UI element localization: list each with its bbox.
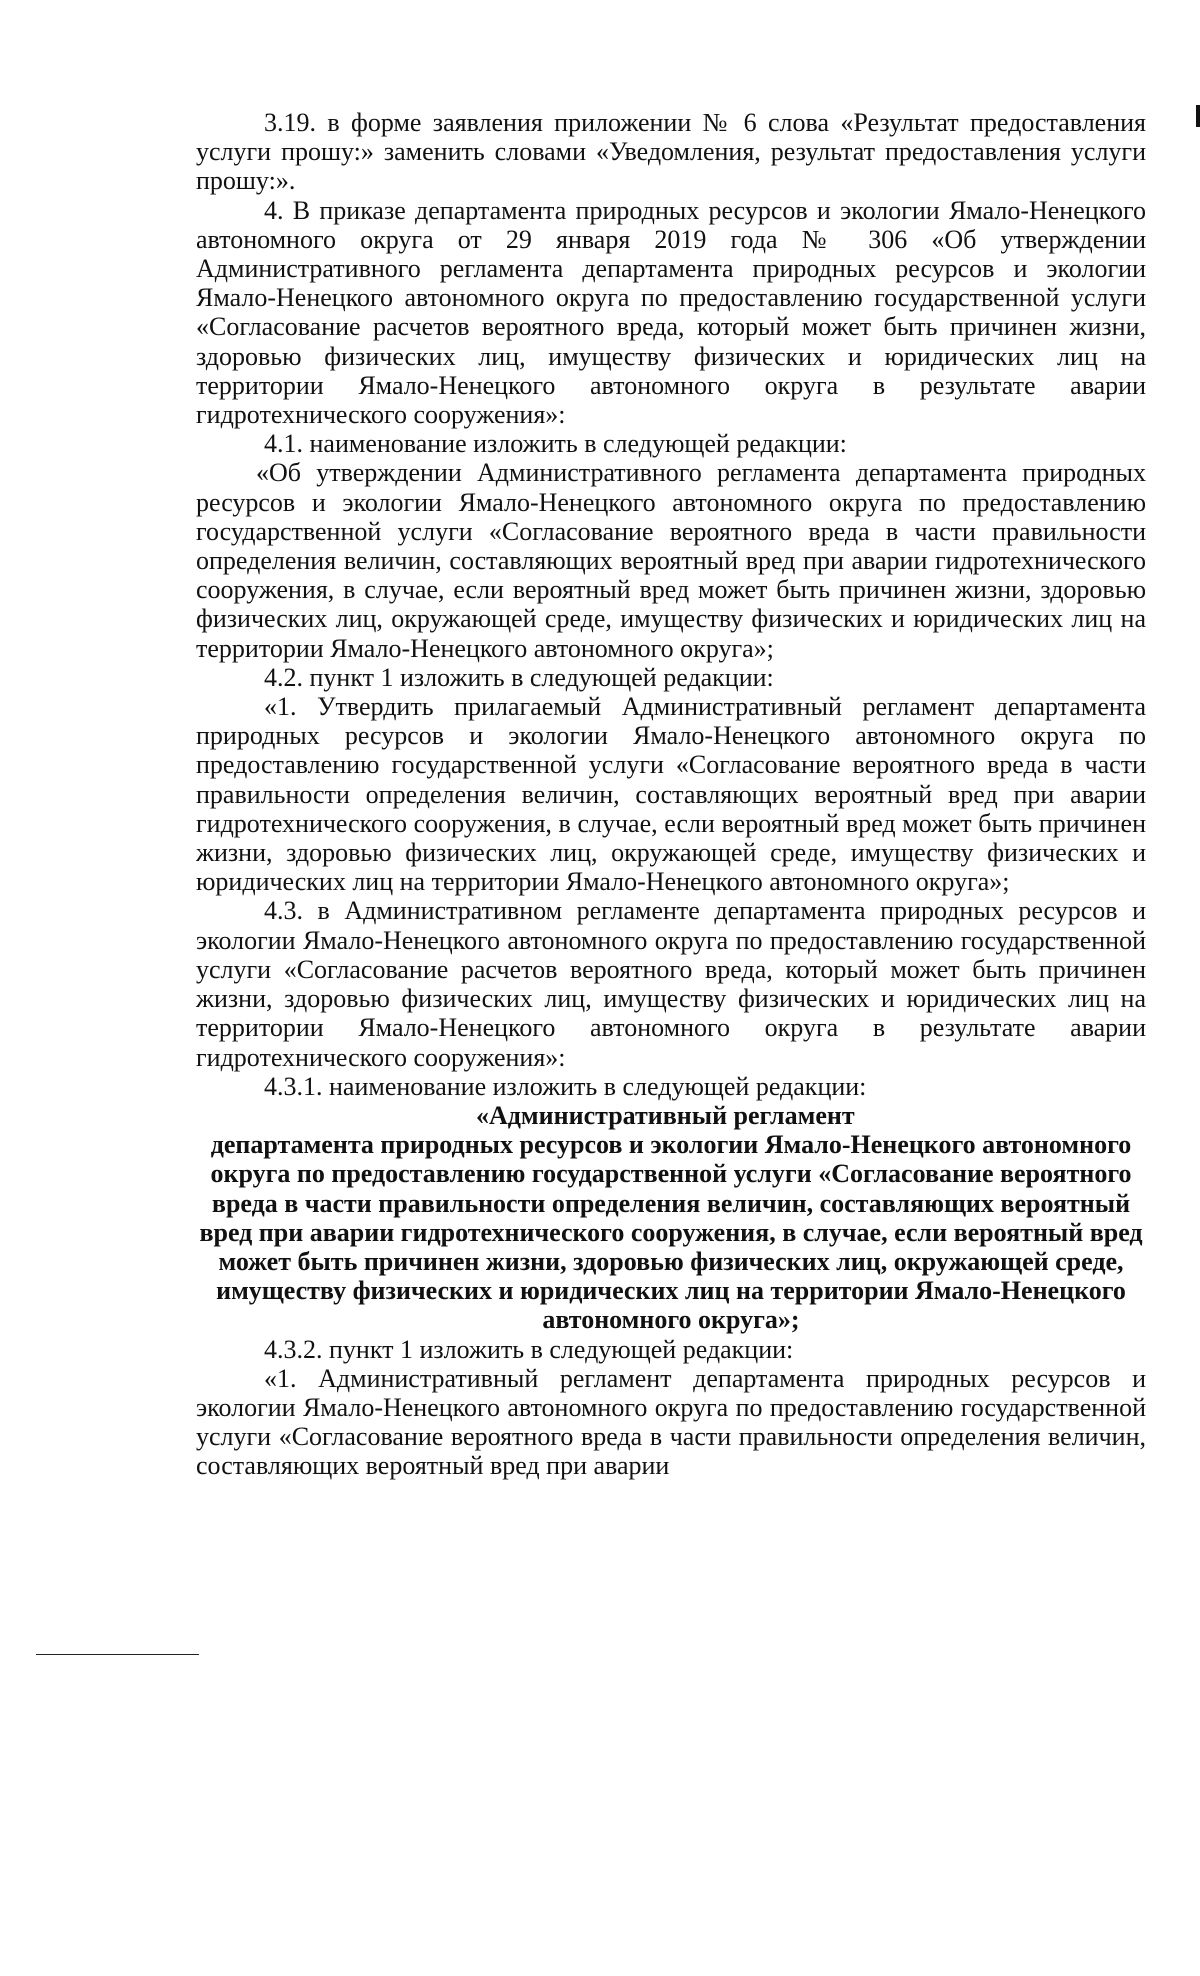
regulation-title bbox=[196, 1101, 1146, 1335]
regulation-title-rest: департамента природных ресурсов и экологии Ямало-Ненецкого автономного округа по предоставлению государственной услуги «Согласование вероятного вреда в части правильности определения величин, составляющих вероятный вред при аварии гидротехнического сооружения, в случае, если вероятный вред может быть причинен жизни, здоровью физических лиц, окружающей среде, имуществу физических и юридических лиц на территории Ямало-Ненецкого автономного округа»; bbox=[199, 1130, 1143, 1335]
paragraph-4-2-quote: «1. Утвердить прилагаемый Административный регламент департамента природных ресурсов и экологии Ямало-Ненецкого автономного округа по предоставлению государственной услуги «Согласование вероятного вреда в части правильности определения величин, составляющих вероятный вред при аварии гидротехнического сооружения, в случае, если вероятный вред может быть причинен жизни, здоровью физических лиц, окружающей среде, имуществу физических и юридических лиц на территории Ямало-Ненецкого автономного округа»; bbox=[196, 692, 1146, 897]
paragraph-3-19: 3.19. в форме заявления приложении № 6 слова «Результат предоставления услуги прошу:» заменить словами «Уведомления, результат предоставления услуги прошу:». bbox=[196, 108, 1146, 196]
paragraph-4-1: 4.1. наименование изложить в следующей редакции: bbox=[264, 429, 847, 459]
paragraph-4-3-2: 4.3.2. пункт 1 изложить в следующей редакции: bbox=[264, 1334, 794, 1364]
paragraph-4-3: 4.3. в Административном регламенте департамента природных ресурсов и экологии Ямало-Ненецкого автономного округа по предоставлению государственной услуги «Согласование расчетов вероятного вреда, который может быть причинен жизни, здоровью физических лиц, имуществу физических и юридических лиц на территории Ямало-Ненецкого автономного округа в результате аварии гидротехнического сооружения»: bbox=[196, 896, 1146, 1072]
scan-edge-mark bbox=[1196, 105, 1200, 127]
paragraph-4-1-quote: «Об утверждении Административного регламента департамента природных ресурсов и экологии Ямало-Ненецкого автономного округа по предоставлению государственной услуги «Согласование вероятного вреда в части правильности определения величин, составляющих вероятный вред при аварии гидротехнического сооружения, в случае, если вероятный вред может быть причинен жизни, здоровью физических лиц, окружающей среде, имуществу физических и юридических лиц на территории Ямало-Ненецкого автономного округа»; bbox=[196, 458, 1146, 663]
document-page bbox=[196, 108, 1146, 1481]
footnote-separator bbox=[36, 1654, 199, 1655]
paragraph-4-3-2-quote: «1. Административный регламент департамента природных ресурсов и экологии Ямало-Ненецкого автономного округа по предоставлению государственной услуги «Согласование вероятного вреда в части правильности определения величин, составляющих вероятный вред при аварии bbox=[196, 1363, 1146, 1481]
regulation-title-first-line: «Административный регламент bbox=[476, 1100, 855, 1130]
paragraph-4-2: 4.2. пункт 1 изложить в следующей редакции: bbox=[264, 662, 774, 692]
paragraph-4: 4. В приказе департамента природных ресурсов и экологии Ямало-Ненецкого автономного округа от 29 января 2019 года № 306 «Об утверждении Административного регламента департамента природных ресурсов и экологии Ямало-Ненецкого автономного округа по предоставлению государственной услуги «Согласование расчетов вероятного вреда, который может быть причинен жизни, здоровью физических лиц, имуществу физических и юридических лиц на территории Ямало-Ненецкого автономного округа в результате аварии гидротехнического сооружения»: bbox=[196, 195, 1146, 430]
paragraph-4-3-1: 4.3.1. наименование изложить в следующей редакции: bbox=[264, 1071, 867, 1101]
